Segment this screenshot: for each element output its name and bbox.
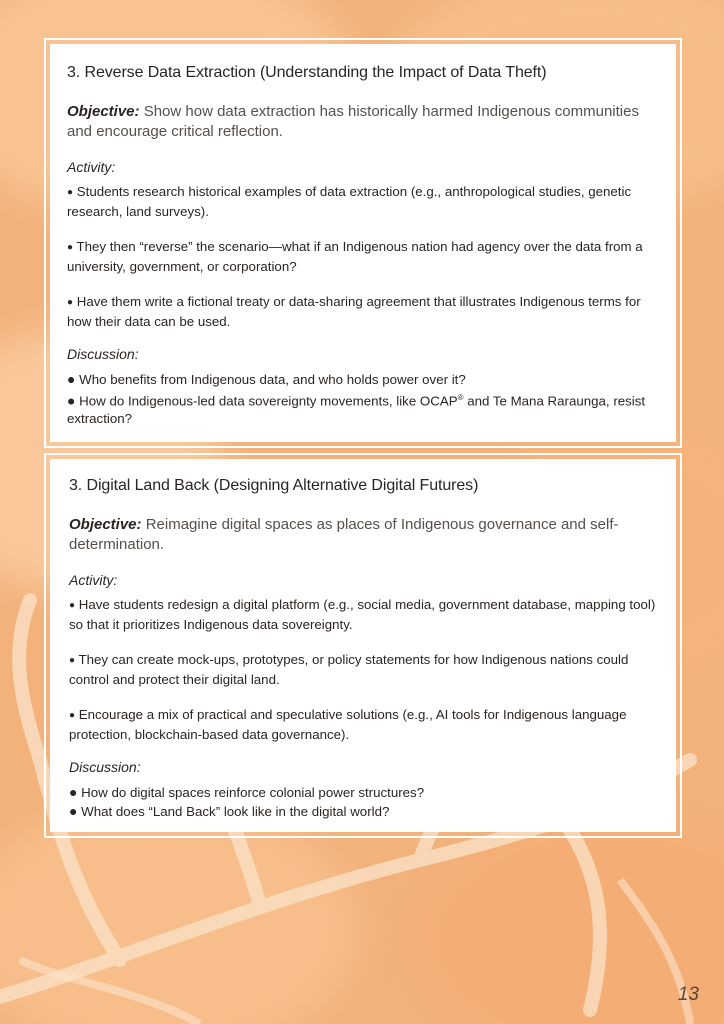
bullet-icon: ● xyxy=(67,187,74,198)
bullet-icon: ● xyxy=(69,710,76,721)
bullet-icon: ● xyxy=(67,371,76,387)
page-number: 13 xyxy=(677,984,699,1005)
activity-item: ● Encourage a mix of practical and speculative solutions (e.g., AI tools for Indigenous language protection, blockchain-based data governance). xyxy=(69,707,627,742)
registered-mark: ® xyxy=(457,393,464,402)
card-title: 3. Digital Land Back (Designing Alternative Digital Futures) xyxy=(69,477,479,494)
activity-card-digital-land-back xyxy=(50,459,676,832)
bullet-icon: ● xyxy=(69,784,78,800)
activity-item: ● Students research historical examples of data extraction (e.g., anthropological studies, genetic research, land surveys). xyxy=(67,184,632,219)
bullet-icon: ● xyxy=(67,392,76,409)
objective-text: Show how data extraction has historically harmed Indigenous communities and encourage critical reflection. xyxy=(67,103,639,140)
objective-paragraph xyxy=(67,102,658,142)
objective-text: Reimagine digital spaces as places of Indigenous governance and self-determination. xyxy=(69,516,619,553)
activity-item: ● Have them write a fictional treaty or data-sharing agreement that illustrates Indigenous terms for how their data can be used. xyxy=(67,294,641,329)
objective-label: Objective: xyxy=(67,103,140,120)
bullet-icon: ● xyxy=(69,600,76,611)
discussion-label: Discussion: xyxy=(69,759,141,775)
activity-label: Activity: xyxy=(67,159,116,175)
activity-item: ● They can create mock-ups, prototypes, or policy statements for how Indigenous nations could control and protect their digital land. xyxy=(69,652,629,687)
discussion-item: ● What does “Land Back” look like in the digital world? xyxy=(69,803,390,819)
bullet-icon: ● xyxy=(67,242,74,253)
discussion-item: ● How do Indigenous-led data sovereignty movements, like OCAP® and Te Mana Raraunga, resist extraction? xyxy=(67,392,646,427)
discussion-label: Discussion: xyxy=(67,346,139,362)
discussion-item: ● How do digital spaces reinforce colonial power structures? xyxy=(69,784,425,800)
bullet-icon: ● xyxy=(69,655,76,666)
objective-label: Objective: xyxy=(69,516,142,533)
bullet-icon: ● xyxy=(69,803,78,819)
discussion-item: ● Who benefits from Indigenous data, and who holds power over it? xyxy=(67,371,466,387)
objective-paragraph xyxy=(69,515,658,555)
activity-card-reverse-data-extraction xyxy=(50,44,676,442)
card-title: 3. Reverse Data Extraction (Understanding the Impact of Data Theft) xyxy=(67,64,547,81)
bullet-icon: ● xyxy=(67,297,74,308)
activity-item: ● They then “reverse” the scenario—what if an Indigenous nation had agency over the data from a university, government, or corporation? xyxy=(67,239,643,274)
activity-label: Activity: xyxy=(69,572,118,588)
activity-item: ● Have students redesign a digital platform (e.g., social media, government database, mapping tool) so that it prioritizes Indigenous data sovereignty. xyxy=(69,597,656,632)
